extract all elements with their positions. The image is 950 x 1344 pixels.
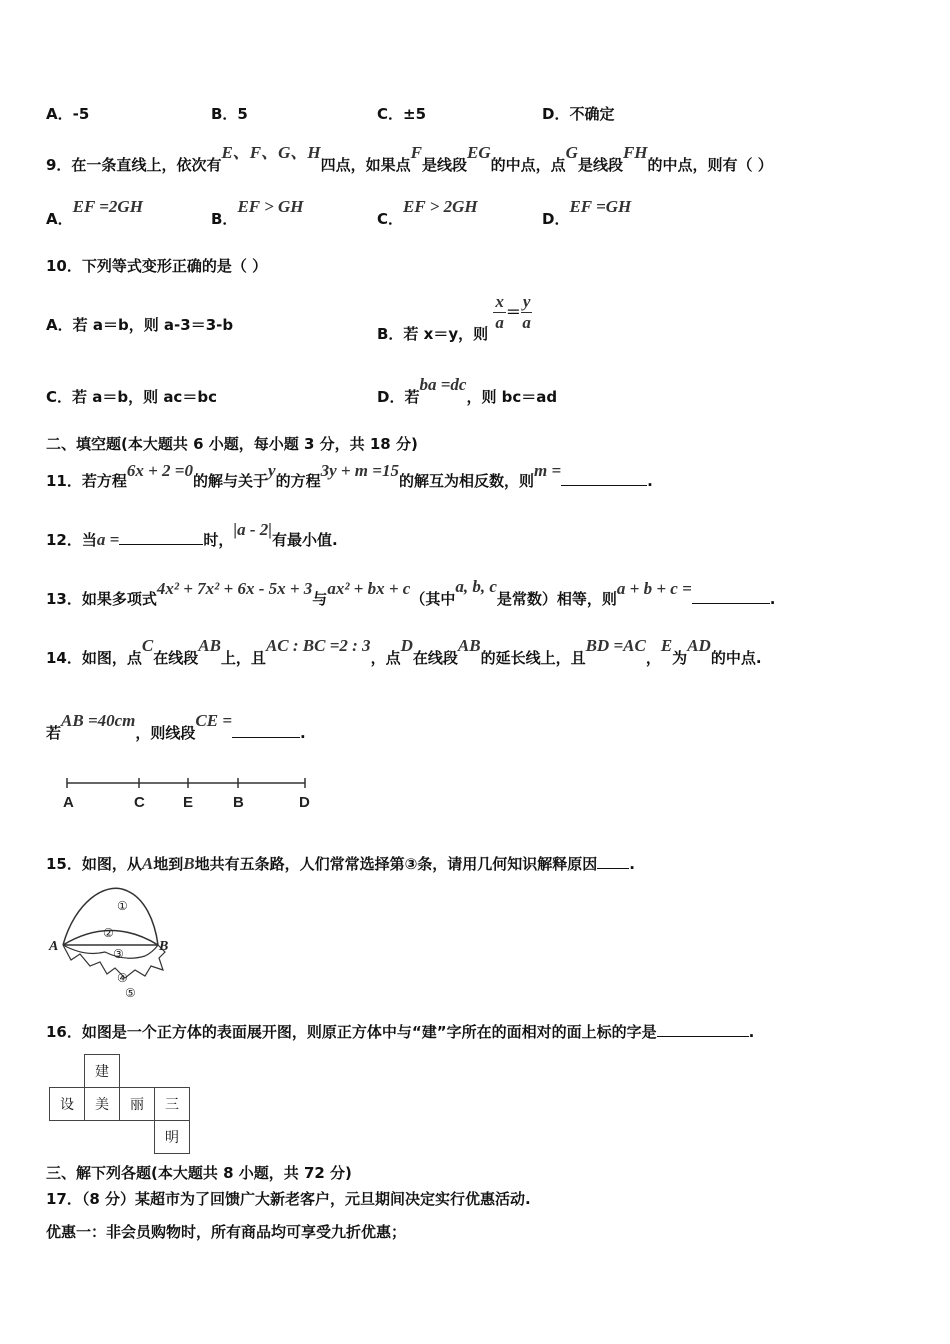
q10-option-b: B．若 x＝y，则 $\frac{x}{a}$ ＝ $\frac{y}{a}$ [377, 292, 531, 343]
q14-answer-blank[interactable] [232, 723, 300, 738]
point-label-e: E [183, 794, 194, 811]
q10-option-c: C．若 a＝b，则 ac＝bc [46, 388, 217, 406]
q10-stem: 10．下列等式变形正确的是（ ） [46, 257, 268, 275]
net-cell-4: 三 [155, 1088, 190, 1121]
point-label-a: A [63, 794, 74, 811]
routes-figure [45, 882, 180, 1002]
q9-option-b: B．EF > GH [211, 197, 304, 228]
point-b-label: B [159, 939, 169, 954]
q13: 13．如果多项式4x² + 7x² + 6x - 5x + 3与ax² + bx + c（其中a, b, c是常数）相等，则a + b + c =. [46, 577, 776, 608]
point-a-label: A [49, 939, 59, 954]
net-cell-1: 设 [50, 1088, 85, 1121]
q12-answer-blank[interactable] [119, 530, 203, 545]
net-cell-top: 建 [85, 1055, 120, 1088]
route-label-5: ⑤ [125, 986, 136, 1000]
net-cell-2: 美 [85, 1088, 120, 1121]
cube-net [49, 1054, 190, 1154]
q9-option-a: A．EF =2GH [46, 197, 143, 228]
q9-option-d: D．EF =GH [542, 197, 632, 228]
net-cell-bottom: 明 [155, 1121, 190, 1154]
q12: 12．当a = 时，|a - 2|有最小值. [46, 520, 338, 549]
q8-option-a: A．-5 [46, 105, 90, 123]
q11-answer-blank[interactable] [561, 471, 647, 486]
route-label-2: ② [103, 926, 114, 940]
q8-option-b: B．5 [211, 105, 248, 123]
q16-answer-blank[interactable] [657, 1022, 749, 1037]
q13-answer-blank[interactable] [692, 589, 770, 604]
q17-offer-1: 优惠一：非会员购物时，所有商品均可享受九折优惠； [46, 1223, 407, 1241]
route-label-4: ④ [117, 971, 128, 985]
route-label-3: ③ [113, 947, 124, 961]
net-cell-3: 丽 [120, 1088, 155, 1121]
segment-figure [55, 775, 325, 815]
point-label-d: D [299, 794, 310, 811]
q10-option-d: D．若ba =dc，则 bc＝ad [377, 375, 558, 406]
route-label-1: ① [117, 899, 128, 913]
q11: 11．若方程6x + 2 =0的解与关于y的方程3y + m =15的解互为相反数，则m =. [46, 461, 653, 490]
q17-stem: 17．（8 分）某超市为了回馈广大新老客户，元旦期间决定实行优惠活动. [46, 1190, 531, 1208]
q15-answer-blank[interactable] [597, 854, 629, 869]
point-label-b: B [233, 794, 244, 811]
section-solve-title: 三、解下列各题(本大题共 8 小题，共 72 分) [46, 1164, 352, 1182]
q8-option-c: C．±5 [377, 105, 427, 123]
section-fill-in-title: 二、填空题(本大题共 6 小题，每小题 3 分，共 18 分) [46, 435, 418, 453]
point-label-c: C [134, 794, 145, 811]
q9-stem: 9．在一条直线上，依次有E、F、G、H四点，如果点F是线段EG的中点，点G是线段FH的中点，则有（ ） [46, 143, 773, 174]
q16: 16．如图是一个正方体的表面展开图，则原正方体中与“建”字所在的面相对的面上标的字是 . [46, 1023, 755, 1041]
q8-option-d: D．不确定 [542, 105, 615, 123]
q14-line2: 若AB =40cm，则线段CE =. [46, 711, 306, 742]
q14-line1: 14．如图，点C在线段AB上，且AC : BC =2 : 3，点D在线段AB的延长线上，且BD =AC，E为AD的中点. [46, 636, 762, 667]
q9-option-c: C．EF > 2GH [377, 197, 478, 228]
q10-option-a: A．若 a＝b，则 a-3＝3-b [46, 316, 234, 334]
q15: 15．如图，从A地到B地共有五条路，人们常常选择第③条，请用几何知识解释原因 . [46, 854, 635, 873]
